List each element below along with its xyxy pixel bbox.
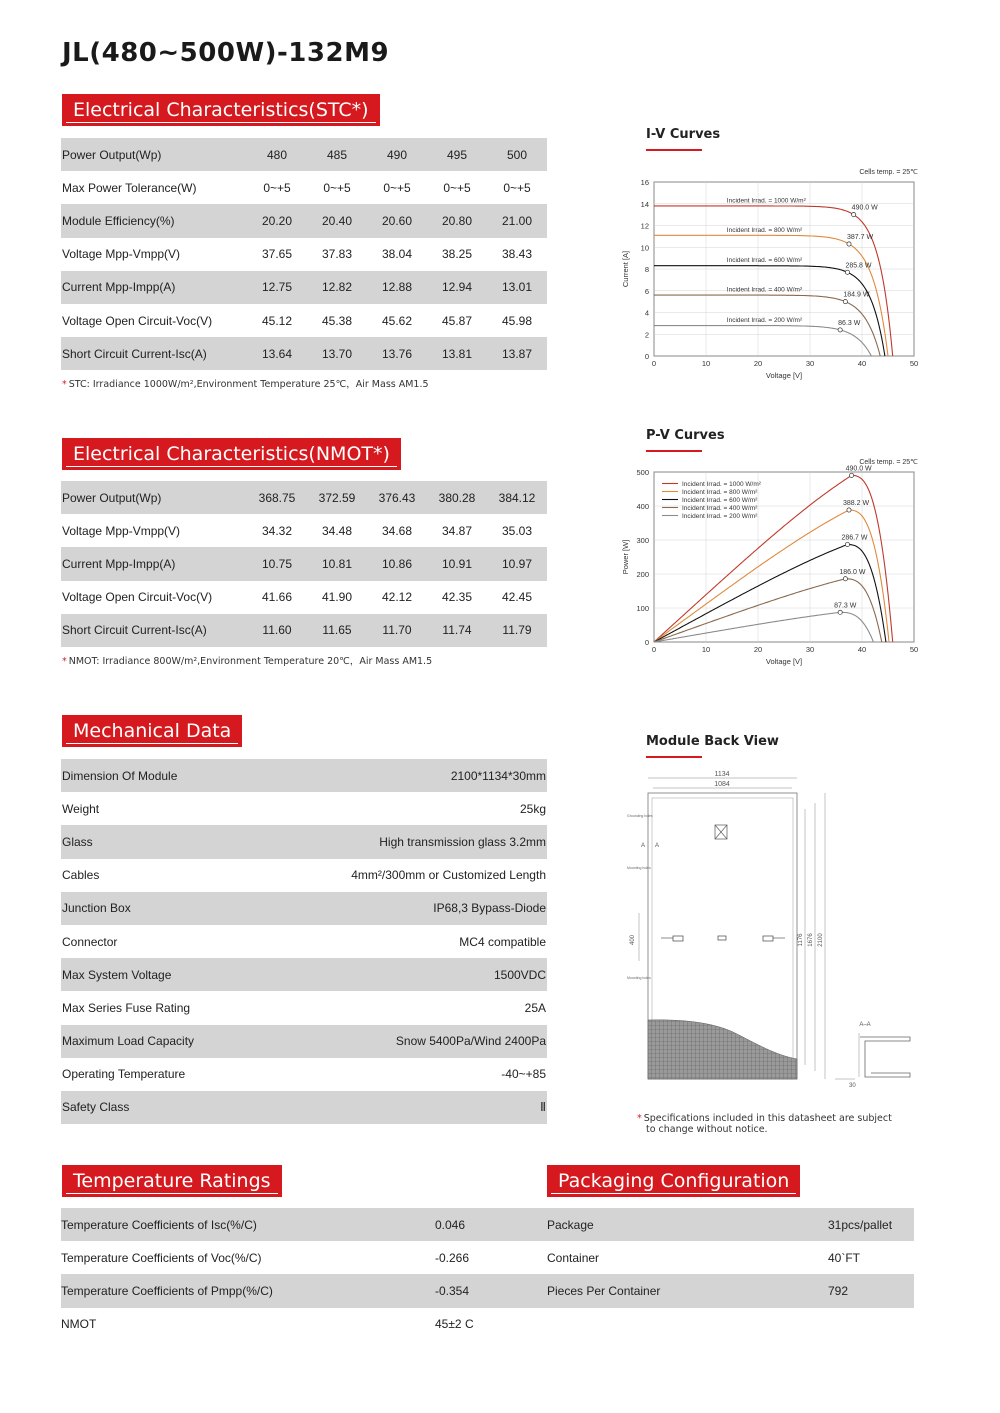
cell-value: 10.91 — [427, 547, 487, 580]
y-tick-label: 300 — [636, 536, 649, 545]
dim-1134: 1134 — [714, 771, 730, 778]
cell-value: 376.43 — [367, 481, 427, 514]
mounting-holes-label: Mounting holes — [627, 866, 651, 870]
row-value: 40`FT — [828, 1250, 861, 1265]
page-title: JL(480~500W)-132M9 — [62, 38, 390, 68]
table-row — [61, 825, 547, 858]
row-label: Voltage Mpp-Vmpp(V) — [62, 247, 181, 262]
row-label: Voltage Open Circuit-Voc(V) — [62, 313, 213, 328]
legend-label: Incident Irrad. = 800 W/m² — [682, 489, 758, 496]
y-tick-label: 400 — [636, 502, 649, 511]
stc-note — [62, 376, 429, 390]
row-value: 0.046 — [435, 1208, 547, 1241]
y-tick-label: 4 — [644, 308, 649, 318]
x-tick-label: 50 — [909, 645, 919, 654]
row-label: Max Series Fuse Rating — [62, 1000, 191, 1015]
disclaimer-line-2: to change without notice. — [646, 1124, 768, 1135]
cell-value: 42.45 — [501, 590, 533, 605]
row-label: Package — [547, 1208, 828, 1241]
table-row — [61, 514, 547, 547]
row-label: Connector — [62, 934, 118, 949]
cell-value: 20.60 — [367, 204, 427, 237]
x-tick-label: 0 — [651, 359, 657, 368]
packaging-table — [547, 1208, 914, 1308]
mpp-label: 186.0 W — [839, 568, 866, 576]
iv-chart — [608, 162, 938, 402]
cell-value: 13.70 — [307, 337, 367, 370]
row-label: NMOT — [61, 1317, 97, 1332]
mpp-label: 285.8 W — [845, 262, 872, 270]
table-row — [61, 204, 547, 237]
y-tick-label: 16 — [640, 178, 649, 187]
back-view-title: Module Back View — [646, 734, 779, 749]
cell-value: 34.32 — [261, 523, 293, 538]
section-label: A–A — [859, 1022, 871, 1028]
dim-1676: 1676 — [808, 933, 814, 947]
stc-table — [61, 138, 547, 370]
row-value: 45±2 C — [435, 1317, 474, 1332]
disclaimer-note — [637, 1113, 892, 1135]
mpp-label: 490.0 W — [845, 465, 872, 473]
table-row — [61, 238, 547, 271]
cell-value: 42.35 — [441, 590, 473, 605]
cell-value: 13.64 — [247, 337, 307, 370]
cell-value: 38.04 — [381, 247, 413, 262]
y-axis-label: Current [A] — [621, 250, 630, 288]
mounting-holes-label: Mounting holes — [627, 976, 651, 980]
cell-value: 372.59 — [307, 481, 367, 514]
y-tick-label: 14 — [640, 199, 649, 209]
frame-section-profile — [860, 1037, 910, 1077]
cell-value: 35.03 — [501, 523, 533, 538]
nmot-heading: Electrical Characteristics(NMOT*) — [62, 438, 401, 470]
nmot-note-text: NMOT: Irradiance 800W/m²,Environment Temperature 20℃，Air Mass AM1.5 — [68, 656, 433, 667]
row-value: MC4 compatible — [459, 934, 546, 949]
cell-value: 45.98 — [501, 313, 533, 328]
cell-value: 42.12 — [381, 590, 413, 605]
mpp-point — [852, 213, 856, 217]
x-tick-label: 20 — [753, 359, 763, 368]
table-row — [61, 1274, 547, 1307]
dim-2100: 2100 — [818, 933, 824, 947]
row-label: Temperature Coefficients of Isc(%/C) — [61, 1208, 435, 1241]
legend-label: Incident Irrad. = 1000 W/m² — [682, 481, 761, 488]
cell-value: 34.87 — [441, 523, 473, 538]
row-label: Voltage Mpp-Vmpp(V) — [62, 523, 181, 538]
cell-value: 384.12 — [487, 481, 547, 514]
temperature-table — [61, 1208, 547, 1341]
legend-label: Incident Irrad. = 600 W/m² — [682, 497, 758, 504]
table-row — [61, 337, 547, 370]
table-row — [61, 171, 547, 204]
table-row — [61, 271, 547, 304]
row-label: Power Output(Wp) — [61, 138, 247, 171]
grounding-holes-label: Grounding holes — [627, 814, 653, 818]
cell-value: 38.43 — [501, 247, 533, 262]
y-tick-label: 0 — [644, 352, 649, 361]
mechanical-table — [61, 759, 547, 1124]
y-axis-label: Power [W] — [621, 539, 630, 575]
x-tick-label: 40 — [857, 645, 867, 654]
cell-value: 37.65 — [261, 247, 293, 262]
table-row — [61, 925, 547, 958]
row-value: 1500VDC — [261, 958, 547, 991]
mpp-label: 184.9 W — [843, 291, 870, 299]
cells-temp-annotation: Cells temp. = 25℃ — [859, 169, 918, 176]
dim-400: 400 — [630, 934, 636, 946]
cell-value: 380.28 — [427, 481, 487, 514]
stc-heading: Electrical Characteristics(STC*) — [62, 94, 380, 126]
row-value: -0.354 — [435, 1274, 547, 1307]
cell-value: 34.48 — [321, 523, 353, 538]
mpp-point — [850, 473, 854, 477]
cell-value: 21.00 — [487, 204, 547, 237]
row-label: Current Mpp-Impp(A) — [61, 547, 247, 580]
module-back-view-drawing — [615, 765, 915, 1095]
row-label: Temperature Coefficients of Pmpp(%/C) — [61, 1274, 435, 1307]
table-row — [61, 1058, 547, 1091]
mpp-label: 286.7 W — [841, 534, 868, 542]
cell-value: 10.86 — [367, 547, 427, 580]
x-tick-label: 10 — [701, 359, 711, 368]
table-row — [547, 1208, 914, 1241]
mpp-label: 388.2 W — [843, 500, 870, 508]
series-legend-label: Incident Irrad. = 400 W/m² — [726, 286, 803, 294]
x-tick-label: 40 — [857, 359, 867, 368]
table-row — [61, 859, 547, 892]
row-label: Short Circuit Current-Isc(A) — [61, 337, 247, 370]
mpp-point — [845, 270, 849, 274]
x-tick-label: 50 — [909, 359, 919, 368]
cell-value: 45.87 — [441, 313, 473, 328]
row-label: Weight — [62, 801, 100, 816]
row-value: 792 — [828, 1274, 914, 1307]
table-row — [61, 614, 547, 647]
cell-value: 41.66 — [261, 590, 293, 605]
pv-chart — [608, 452, 938, 692]
row-label: Current Mpp-Impp(A) — [61, 271, 247, 304]
cell-value: 0~+5 — [383, 180, 411, 195]
x-tick-label: 0 — [651, 645, 657, 654]
table-row — [61, 547, 547, 580]
table-row — [61, 1208, 547, 1241]
y-tick-label: 8 — [644, 265, 649, 274]
y-tick-label: 10 — [640, 243, 649, 253]
cell-value: 12.75 — [247, 271, 307, 304]
cell-value: 368.75 — [247, 481, 307, 514]
series-legend-label: Incident Irrad. = 800 W/m² — [726, 226, 803, 234]
mpp-point — [845, 542, 849, 546]
cell-value: 490 — [367, 138, 427, 171]
cell-value: 500 — [487, 138, 547, 171]
table-row — [61, 958, 547, 991]
table-row — [61, 991, 547, 1024]
row-label: Cables — [62, 868, 100, 883]
disclaimer-line-1: Specifications included in this datasheet are subject — [643, 1113, 892, 1124]
row-label: Voltage Open Circuit-Voc(V) — [62, 590, 213, 605]
table-row — [61, 759, 547, 792]
cell-value: 37.83 — [321, 247, 353, 262]
cells-temp-annotation: Cells temp. = 25℃ — [859, 459, 918, 466]
row-label: Dimension Of Module — [61, 759, 261, 792]
x-axis-label: Voltage [V] — [765, 657, 803, 666]
series-legend-label: Incident Irrad. = 200 W/m² — [726, 317, 803, 325]
mpp-label: 387.7 W — [847, 233, 874, 241]
row-value: 31pcs/pallet — [828, 1208, 914, 1241]
cell-value: 0~+5 — [443, 180, 471, 195]
cell-value: 12.82 — [307, 271, 367, 304]
pv-chart-title: P-V Curves — [646, 428, 725, 443]
callout-a: A — [655, 843, 660, 849]
row-label: Operating Temperature — [62, 1067, 186, 1082]
y-tick-label: 0 — [644, 638, 649, 647]
row-value: 2100*1134*30mm — [261, 759, 547, 792]
x-axis-label: Voltage [V] — [765, 371, 803, 380]
cell-value: 0~+5 — [263, 180, 291, 195]
note-asterisk: * — [62, 379, 67, 390]
mpp-point — [838, 328, 842, 332]
dim-1084: 1084 — [714, 781, 730, 788]
stc-note-text: STC: Irradiance 1000W/m²,Environment Temperature 25℃，Air Mass AM1.5 — [68, 379, 429, 390]
note-asterisk: * — [62, 656, 67, 667]
y-tick-label: 12 — [640, 221, 649, 231]
cell-value: 480 — [247, 138, 307, 171]
mpp-point — [843, 300, 847, 304]
cell-value: 10.97 — [487, 547, 547, 580]
mpp-point — [843, 577, 847, 581]
mpp-point — [847, 242, 851, 246]
row-label: Glass — [61, 825, 261, 858]
table-row — [61, 1025, 547, 1058]
y-tick-label: 100 — [636, 604, 649, 613]
cell-value: 34.68 — [381, 523, 413, 538]
mpp-point — [847, 508, 851, 512]
row-value: IP68,3 Bypass-Diode — [261, 892, 547, 925]
cell-value: 10.75 — [247, 547, 307, 580]
row-value: 25kg — [519, 801, 546, 816]
row-label: Safety Class — [61, 1091, 261, 1124]
cell-value: 13.76 — [367, 337, 427, 370]
row-label: Short Circuit Current-Isc(A) — [61, 614, 247, 647]
row-value: 4mm²/300mm or Customized Length — [351, 868, 546, 883]
mpp-point — [838, 610, 842, 614]
cell-value: 10.81 — [307, 547, 367, 580]
table-row — [547, 1274, 914, 1307]
table-row — [61, 481, 547, 514]
cell-value: 12.88 — [367, 271, 427, 304]
row-value: 25A — [524, 1000, 546, 1015]
cell-value: 38.25 — [441, 247, 473, 262]
y-tick-label: 2 — [644, 330, 649, 340]
row-label: Module Efficiency(%) — [61, 204, 247, 237]
table-row — [61, 892, 547, 925]
row-value: Ⅱ — [261, 1091, 547, 1124]
cell-value: 12.94 — [427, 271, 487, 304]
cell-value: 13.01 — [487, 271, 547, 304]
cell-value: 20.80 — [427, 204, 487, 237]
row-value: High transmission glass 3.2mm — [261, 825, 547, 858]
table-row — [547, 1241, 914, 1274]
nmot-table — [61, 481, 547, 647]
row-label: Max Power Tolerance(W) — [62, 180, 197, 195]
x-tick-label: 30 — [805, 359, 815, 368]
cell-value: 485 — [307, 138, 367, 171]
cell-value: 11.70 — [367, 614, 427, 647]
series-legend-label: Incident Irrad. = 600 W/m² — [726, 257, 803, 265]
row-label: Power Output(Wp) — [61, 481, 247, 514]
cell-value: 0~+5 — [503, 180, 531, 195]
cell-value: 11.79 — [487, 614, 547, 647]
mpp-label: 87.3 W — [834, 602, 857, 610]
iv-chart-title: I-V Curves — [646, 127, 721, 142]
note-asterisk: * — [637, 1113, 642, 1124]
cell-value: 41.90 — [321, 590, 353, 605]
y-tick-label: 500 — [636, 468, 649, 477]
cell-value: 11.74 — [427, 614, 487, 647]
cell-value: 45.38 — [321, 313, 353, 328]
table-row — [61, 581, 547, 614]
row-value: Snow 5400Pa/Wind 2400Pa — [261, 1025, 547, 1058]
cell-value: 13.81 — [427, 337, 487, 370]
mpp-label: 490.0 W — [851, 204, 878, 212]
row-label: Container — [547, 1250, 600, 1265]
dim-30: 30 — [849, 1083, 856, 1089]
cell-value: 495 — [427, 138, 487, 171]
y-tick-label: 200 — [636, 570, 649, 579]
row-label: Temperature Coefficients of Voc(%/C) — [61, 1250, 262, 1265]
legend-label: Incident Irrad. = 400 W/m² — [682, 505, 758, 512]
row-label: Junction Box — [61, 892, 261, 925]
table-row — [61, 1091, 547, 1124]
x-tick-label: 30 — [805, 645, 815, 654]
table-row — [61, 792, 547, 825]
cell-value: 20.40 — [307, 204, 367, 237]
cell-value: 11.60 — [247, 614, 307, 647]
row-label: Max System Voltage — [61, 958, 261, 991]
table-row — [61, 1241, 547, 1274]
cell-value: 11.65 — [307, 614, 367, 647]
series-legend-label: Incident Irrad. = 1000 W/m² — [726, 197, 806, 205]
x-tick-label: 20 — [753, 645, 763, 654]
cell-value: 13.87 — [487, 337, 547, 370]
cell-value: 45.62 — [381, 313, 413, 328]
table-row — [61, 1308, 547, 1341]
y-tick-label: 6 — [644, 286, 649, 296]
cell-value: 45.12 — [261, 313, 293, 328]
cell-value: 20.20 — [247, 204, 307, 237]
temperature-heading: Temperature Ratings — [62, 1165, 282, 1197]
row-value: -40~+85 — [501, 1067, 546, 1082]
callout-a: A — [641, 843, 646, 849]
legend-label: Incident Irrad. = 200 W/m² — [682, 513, 758, 520]
packaging-heading: Packaging Configuration — [547, 1165, 800, 1197]
nmot-note — [62, 653, 432, 667]
cell-value: 0~+5 — [323, 180, 351, 195]
table-row — [61, 304, 547, 337]
x-tick-label: 10 — [701, 645, 711, 654]
dim-1176: 1176 — [798, 933, 804, 947]
mechanical-heading: Mechanical Data — [62, 715, 242, 747]
mpp-label: 86.3 W — [838, 319, 861, 327]
row-label: Maximum Load Capacity — [61, 1025, 261, 1058]
table-row — [61, 138, 547, 171]
row-label: Pieces Per Container — [547, 1274, 828, 1307]
row-value: -0.266 — [435, 1250, 470, 1265]
